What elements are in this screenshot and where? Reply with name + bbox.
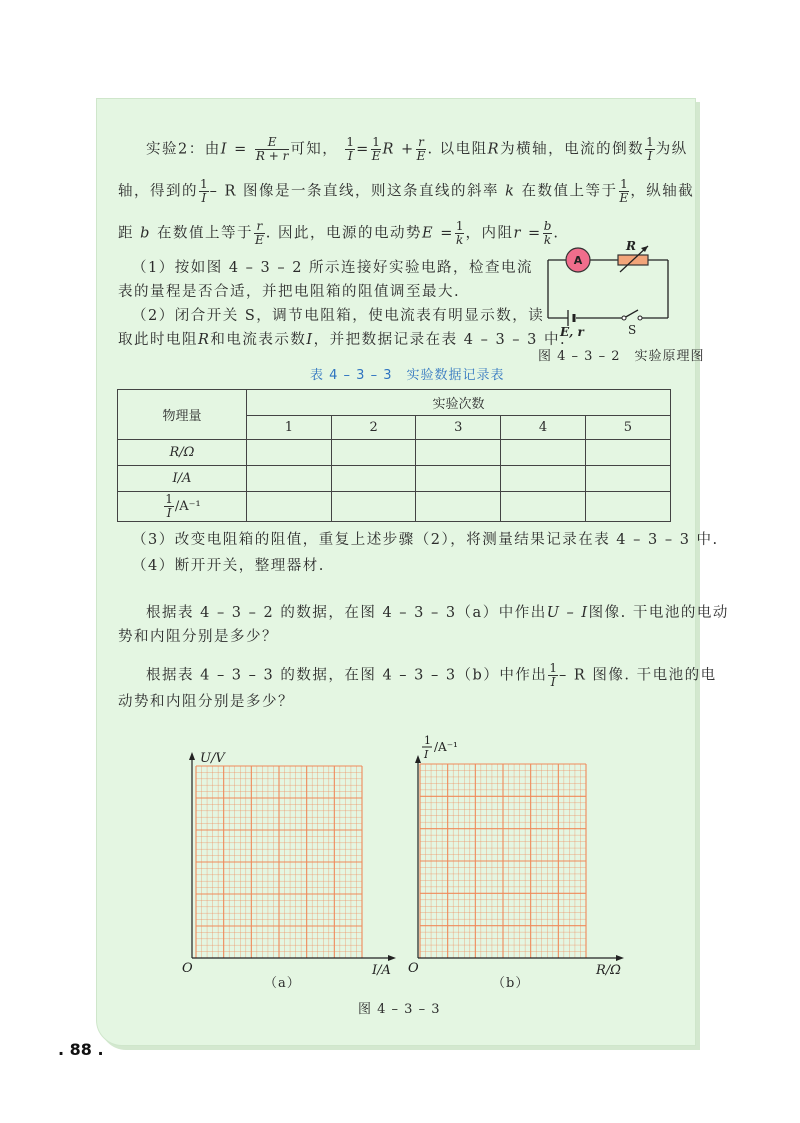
resistor-label: R — [626, 239, 636, 253]
para1-line1: 实验2：由I = $\frac{E}{R + r}$ 可知， $\frac{1}{I}$ = $\frac{1}{E}$ R + $\frac{r}{E}$ . 以电阻R为横轴，电流的倒数 $\frac{1}{I}$ 为纵 — [146, 135, 688, 163]
step1-line2: 表的量程是否合适，并把电阻箱的阻值调至最大. — [118, 284, 461, 300]
trial-3: 3 — [416, 416, 501, 440]
trial-2: 2 — [331, 416, 416, 440]
graph-b-xlabel: R/Ω — [596, 963, 621, 976]
question1-line1: 根据表 4 – 3 – 2 的数据，在图 4 – 3 – 3（a）中作出U – I图像. 干电池的电动 — [146, 605, 729, 621]
cell[interactable] — [416, 466, 501, 492]
step4: （4）断开开关，整理器材. — [132, 558, 325, 574]
trial-4: 4 — [501, 416, 586, 440]
circuit-diagram — [540, 238, 690, 338]
graph-a-origin: O — [182, 961, 193, 976]
cell[interactable] — [501, 466, 586, 492]
cell[interactable] — [501, 492, 586, 522]
row-label-I: I/A — [118, 466, 247, 492]
header-quantity: 物理量 — [118, 390, 247, 440]
graph-b — [406, 733, 632, 976]
grid-paper-b — [420, 764, 586, 958]
trial-5: 5 — [585, 416, 670, 440]
cell[interactable] — [331, 492, 416, 522]
grid-paper-a — [196, 766, 362, 958]
question2-line2: 动势和内阻分别是多少？ — [118, 694, 294, 710]
graph-b-ylabel-num: 1 — [424, 734, 431, 747]
circuit-caption: 图 4 – 3 – 2 实验原理图 — [538, 349, 705, 364]
cell[interactable] — [585, 466, 670, 492]
page-number: . 88 . — [58, 1040, 104, 1059]
switch-label: S — [628, 323, 637, 337]
cell[interactable] — [331, 466, 416, 492]
trial-1: 1 — [247, 416, 332, 440]
graph-b-origin: O — [408, 961, 419, 976]
cell[interactable] — [416, 440, 501, 466]
cell[interactable] — [331, 440, 416, 466]
graph-b-ylabel-unit: /A⁻¹ — [434, 740, 458, 754]
ammeter-label: A — [573, 254, 583, 267]
para1-line2: 轴，得到的 $\frac{1}{I}$ – R 图像是一条直线，则这条直线的斜率 k 在数值上等于 $\frac{1}{E}$ ，纵轴截 — [118, 177, 695, 205]
cell[interactable] — [247, 466, 332, 492]
step2-line1: （2）闭合开关 S，调节电阻箱，使电流表有明显示数，读 — [132, 308, 545, 324]
x-axis-arrow-icon — [388, 955, 396, 961]
question1-line2: 势和内阻分别是多少？ — [118, 629, 278, 645]
cell[interactable] — [501, 440, 586, 466]
para1-line3: 距 b 在数值上等于 $\frac{r}{E}$ . 因此，电源的电动势E = $\frac{1}{k}$ ，内阻r = $\frac{b}{k}$ . — [118, 219, 560, 247]
question2-line1: 根据表 4 – 3 – 3 的数据，在图 4 – 3 – 3（b）中作出 $\frac{1}{I}$ – R 图像. 干电池的电 — [146, 661, 717, 689]
table-caption: 表 4 – 3 – 3 实验数据记录表 — [310, 368, 505, 383]
data-table — [117, 389, 671, 522]
step1-line1: （1）按如图 4 – 3 – 2 所示连接好实验电路，检查电流 — [132, 260, 534, 276]
row-label-inv-I: $\frac{1}{I}$ /A⁻¹ — [118, 492, 247, 522]
graph-b-ylabel-den: I — [424, 748, 429, 761]
cell[interactable] — [247, 492, 332, 522]
cell[interactable] — [247, 440, 332, 466]
battery-label: E, r — [560, 325, 584, 338]
step2-line2: 取此时电阻R和电流表示数I，并把数据记录在表 4 – 3 – 3 中. — [118, 332, 567, 348]
graph-b-sub: （b） — [492, 976, 530, 991]
graph-a-ylabel: U/V — [200, 751, 225, 766]
cell[interactable] — [585, 492, 670, 522]
x-axis-arrow-icon — [616, 955, 624, 961]
y-axis-arrow-icon — [189, 752, 195, 760]
figure-caption: 图 4 – 3 – 3 — [358, 1002, 441, 1017]
step3: （3）改变电阻箱的阻值，重复上述步骤（2），将测量结果记录在表 4 – 3 – 3 中. — [132, 532, 719, 548]
cell[interactable] — [585, 440, 670, 466]
row-label-R: R/Ω — [118, 440, 247, 466]
header-trials: 实验次数 — [247, 390, 671, 416]
graph-a-sub: （a） — [264, 976, 301, 991]
y-axis-arrow-icon — [415, 755, 421, 763]
cell[interactable] — [416, 492, 501, 522]
graph-a-xlabel: I/A — [372, 963, 391, 976]
graph-a — [178, 746, 398, 976]
